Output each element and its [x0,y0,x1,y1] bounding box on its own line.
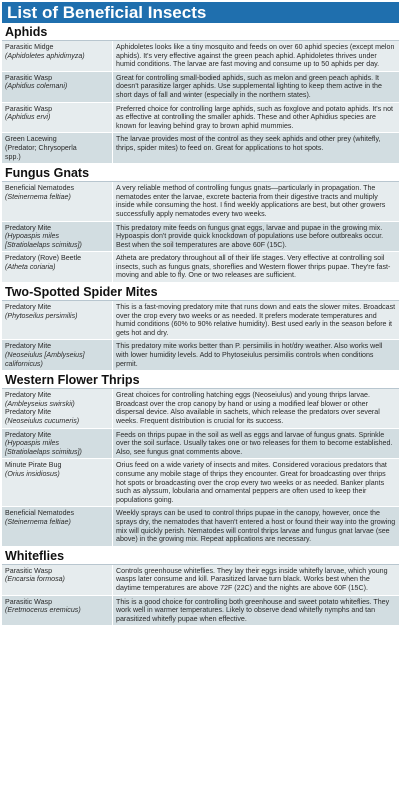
table-row [2,565,399,595]
insect-name-cell [2,41,113,71]
insect-table [2,565,399,627]
scientific-name: [Stratiolaelaps scimitus]) [5,240,82,249]
insect-description: This is a fast-moving predatory mite that runs down and eats the slower mites. Broadcast over the crop every two weeks or as needed. It prefers moderate temperatures and humid conditions (60% to 90% relative humidity). Best used early in the season before it gets hot and dry. [113,301,400,340]
common-name: (Predator; Chrysoperla [5,143,77,152]
insect-description: Orius feed on a wide variety of insects and mites. Considered voracious predators that consume any mobile stage of thrips they encounter. Great for broadcasting over thrips hot spots or broadcasting over the crop every two weeks or as needed. Banker plants such as alyssum, lobularia and ornamental peppers are often used to keep their populations going. [113,459,400,507]
scientific-name: (Ambleyseius swirskii) [5,399,75,408]
insect-name-cell [2,340,113,371]
scientific-name: (Neoseiulus [Amblyseius] [5,351,85,360]
insect-description: Atheta are predatory throughout all of their life stages. Very effective at controlling soil insects, such as fungus gnats, shoreflies and Western flower thrips pupae. They're fast-moving and able to fly. One or two releases are sufficient. [113,252,400,283]
insect-description: The larvae provides most of the control as they seek aphids and other prey (whitefly, thrips, spider mites) to feed on. Great for applications to hot spots. [113,133,400,164]
section-heading: Aphids [2,23,399,41]
common-name: Parasitic Midge [5,43,54,51]
insect-name-cell [2,301,113,340]
section-heading: Two-Spotted Spider Mites [2,283,399,301]
scientific-name: [Stratiolaelaps scimitus]) [5,447,82,456]
insect-name-cell [2,182,113,221]
common-name: Predatory Mite [5,430,52,439]
insect-name-cell [2,252,113,283]
page-title: List of Beneficial Insects [2,2,399,23]
scientific-name: (Steinernema feltiae) [5,517,71,526]
insect-name-cell [2,595,113,626]
insect-name-cell [2,221,113,252]
common-name: Parasitic Wasp [5,104,53,113]
insect-description: Aphidoletes looks like a tiny mosquito and feeds on over 60 aphid species (except melon aphids). It's very effective against the green peach aphid. Aphidoletes thrives under humid conditions. The larvae are fast moving and consume up to 50 aphids per day. [113,41,400,71]
insect-description: This is a good choice for controlling both greenhouse and sweet potato whiteflies. They work well in warmer temperatures. Likely to observe dead whitefly nymphs and tan parasitized whitefly pupae when effective. [113,595,400,626]
insect-table [2,301,399,371]
scientific-name: (Atheta coriaria) [5,262,56,271]
table-row [2,133,399,164]
insect-description: This predatory mite works better than P. persimilis in hot/dry weather. Also works well with lower humidity levels. Add to Phytoseiulus persimilis controls when conditions permit. [113,340,400,371]
insect-name-cell [2,428,113,459]
table-row [2,182,399,221]
insect-table [2,389,399,547]
insect-description: Weekly sprays can be used to control thrips pupae in the canopy, however, once the sprays dry, the nematodes that haven't entered a host or found their way into the growing mix will quickly perish. Nematodes will control thrips larvae and fungus gnat larvae (see above) in the growing mix. Repeat applications are necessary. [113,507,400,546]
scientific-name: (Hypoaspis miles [5,232,60,241]
insect-description: Great for controlling small-bodied aphids, such as melon and green peach aphids. It doesn't parasitize larger aphids. Use supplemental lighting to keep them active in the short days of fall and winter (especially in the northern states). [113,71,400,102]
common-name: Parasitic Wasp [5,73,53,82]
insect-description: A very reliable method of controlling fungus gnats—particularly in propagation. The nematodes enter the larvae, excrete bacteria from their digestive tracts and multiply inside while consuming the host. I find weekly applications are best, but other growers successfully apply nematodes every two weeks. [113,182,400,221]
table-row [2,340,399,371]
insect-description: Controls greenhouse whiteflies. They lay their eggs inside whitefly larvae, which young wasps later consume and kill. Parasitized larvae turn black. Works best when the daytime temperatures are above 72F (22C) and the nights are above 60F (15C). [113,565,400,595]
insect-description: This predatory mite feeds on fungus gnat eggs, larvae and pupae in the growing mix. Hypoaspis don't provide quick knockdown of populations use before outbreaks occur. Best when the soil temperatures are above 60F (15C). [113,221,400,252]
table-row [2,102,399,133]
common-name: Predatory (Rove) Beetle [5,254,82,263]
insect-name-cell [2,565,113,595]
table-row [2,71,399,102]
table-row [2,595,399,626]
table-row [2,301,399,340]
scientific-name: (Aphidoletes aphidimyza) [5,51,85,60]
insect-name-cell [2,507,113,546]
common-name: Parasitic Wasp [5,566,53,575]
insect-description: Preferred choice for controlling large aphids, such as foxglove and potato aphids. It's not as effective at controlling the smaller aphids. These and other Aphidius species are known for leaving behind gray to brown aphid mummies. [113,102,400,133]
scientific-name: californicus) [5,359,43,368]
scientific-name: (Phytoseilus persimilis) [5,311,78,320]
section-heading: Fungus Gnats [2,164,399,182]
common-name: Beneficial Nematodes [5,509,75,518]
insect-name-cell [2,389,113,428]
section-heading: Whiteflies [2,547,399,565]
insect-name-cell [2,71,113,102]
section-heading: Western Flower Thrips [2,371,399,389]
scientific-name: (Encarsia formosa) [5,575,65,584]
insect-name-cell [2,459,113,507]
common-name: Parasitic Wasp [5,597,53,606]
table-row [2,41,399,71]
scientific-name: (Neoseiulus cucumeris) [5,417,80,425]
sections-container [2,23,399,626]
common-name: Green Lacewing [5,135,57,144]
common-name: Predatory Mite [5,342,52,351]
insect-name-cell [2,102,113,133]
common-name: spp.) [5,152,21,161]
common-name: Predatory Mite [5,303,52,312]
insect-table [2,182,399,283]
scientific-name: (Eretmocerus eremicus) [5,606,81,615]
insect-table [2,41,399,164]
table-row [2,507,399,546]
table-row [2,428,399,459]
common-name: Predatory Mite [5,391,52,400]
common-name: Minute Pirate Bug [5,461,62,470]
table-row [2,221,399,252]
scientific-name: (Steinernema feltiae) [5,192,71,201]
common-name: Predatory Mite [5,408,52,417]
common-name: Predatory Mite [5,223,52,232]
insect-description: Great choices for controlling hatching eggs (Neoseiulus) and young thrips larvae. Broadcast over the crop canopy by hand or using a modified leaf blower or other dispersal device. Also available in sachets, which release the predators over several weeks. Frequent distribution is crucial for its success. [113,389,400,428]
table-row [2,389,399,428]
scientific-name: (Hypoaspis miles [5,439,60,448]
insect-name-cell [2,133,113,164]
table-row [2,252,399,283]
scientific-name: (Aphidius colemani) [5,82,68,91]
scientific-name: (Aphidius ervi) [5,113,51,122]
scientific-name: (Orius insidiosus) [5,469,60,478]
table-row [2,459,399,507]
insect-description: Feeds on thrips pupae in the soil as well as eggs and larvae of fungus gnats. Sprinkle over the soil surface. Usually takes one or two releases for them to become established. Also, see fungus gnat comments above. [113,428,400,459]
common-name: Beneficial Nematodes [5,184,75,193]
